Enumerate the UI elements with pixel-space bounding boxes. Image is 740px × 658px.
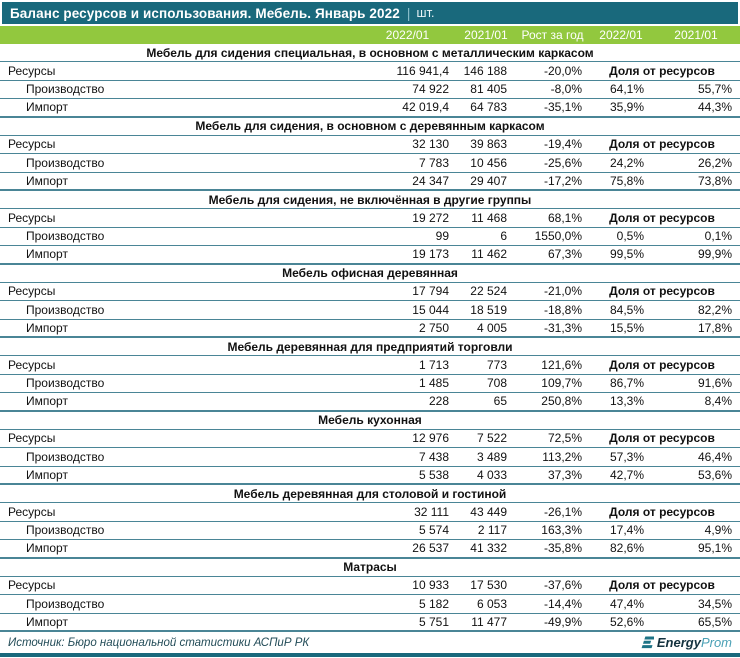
value-cell: -21,0% <box>543 284 582 299</box>
section-title: Мебель деревянная для столовой и гостиной <box>0 485 740 503</box>
value-cell: 13,3% <box>609 394 644 409</box>
share-columns-header: Доля от ресурсов <box>609 578 715 593</box>
value-cell: 2 750 <box>418 320 449 335</box>
table-row <box>0 375 740 394</box>
value-cell: 47,4% <box>609 596 644 611</box>
value-cell: 17,4% <box>609 523 644 538</box>
row-label: Импорт <box>26 247 68 262</box>
value-cell: -35,8% <box>543 541 582 556</box>
value-cell: 74 922 <box>412 82 449 97</box>
value-cell: 2 117 <box>477 523 507 538</box>
table-row <box>0 228 740 247</box>
row-label: Импорт <box>26 394 68 409</box>
title-bar <box>2 2 738 24</box>
value-cell: 8,4% <box>704 394 732 409</box>
row-label: Ресурсы <box>8 431 56 446</box>
column-header-share-2021: 2021/01 <box>674 28 718 42</box>
table-row <box>0 209 740 228</box>
value-cell: 15 044 <box>412 302 449 317</box>
row-label: Ресурсы <box>8 578 56 593</box>
value-cell: 17,8% <box>697 320 732 335</box>
value-cell: 3 489 <box>476 449 507 464</box>
row-label: Производство <box>26 229 105 244</box>
value-cell: 7 438 <box>418 449 449 464</box>
value-cell: 52,6% <box>609 614 644 629</box>
value-cell: 146 188 <box>463 63 507 78</box>
value-cell: 1550,0% <box>534 229 582 244</box>
table-row <box>0 99 740 118</box>
value-cell: 46,4% <box>697 449 732 464</box>
share-columns-header: Доля от ресурсов <box>609 357 715 372</box>
table-row <box>0 448 740 467</box>
value-cell: 99 <box>435 229 449 244</box>
value-cell: 12 976 <box>412 431 449 446</box>
row-label: Производство <box>26 449 105 464</box>
value-cell: 0,1% <box>704 229 732 244</box>
value-cell: 5 538 <box>418 467 449 482</box>
row-label: Производство <box>26 302 105 317</box>
value-cell: 11 462 <box>471 247 507 262</box>
value-cell: 73,8% <box>697 173 732 188</box>
logo-text-prom: Prom <box>700 635 732 650</box>
table-body <box>0 44 740 632</box>
column-header-growth: Рост за год <box>521 28 584 42</box>
value-cell: 39 863 <box>470 137 507 152</box>
column-header-2022: 2022/01 <box>385 28 430 42</box>
section-title: Мебель офисная деревянная <box>0 265 740 283</box>
value-cell: 72,5% <box>547 431 582 446</box>
row-label: Производство <box>26 82 105 97</box>
value-cell: -19,4% <box>543 137 582 152</box>
value-cell: 19 173 <box>412 247 449 262</box>
value-cell: 5 574 <box>418 523 449 538</box>
value-cell: 29 407 <box>470 173 507 188</box>
value-cell: 22 524 <box>470 284 507 299</box>
share-columns-header: Доля от ресурсов <box>609 137 715 152</box>
table-row <box>0 393 740 412</box>
value-cell: 5 182 <box>418 596 449 611</box>
energyprom-icon <box>639 636 654 649</box>
section-title: Матрасы <box>0 559 740 577</box>
value-cell: 82,2% <box>697 302 732 317</box>
row-label: Производство <box>26 376 105 391</box>
value-cell: 10 933 <box>412 578 449 593</box>
value-cell: 11 468 <box>471 210 507 225</box>
table-row <box>0 173 740 192</box>
unit-label: шт. <box>416 6 435 20</box>
value-cell: 91,6% <box>697 376 732 391</box>
value-cell: -14,4% <box>543 596 582 611</box>
value-cell: -8,0% <box>550 82 582 97</box>
share-columns-header: Доля от ресурсов <box>609 504 715 519</box>
page-title: Баланс ресурсов и использования. Мебель. Январь 2022 <box>10 5 400 21</box>
row-label: Ресурсы <box>8 210 56 225</box>
table-row <box>0 62 740 81</box>
value-cell: 7 783 <box>418 155 449 170</box>
value-cell: 42 019,4 <box>402 100 449 115</box>
value-cell: 250,8% <box>541 394 582 409</box>
value-cell: 41 332 <box>470 541 507 556</box>
row-label: Импорт <box>26 320 68 335</box>
value-cell: 17 530 <box>470 578 507 593</box>
value-cell: 7 522 <box>476 431 507 446</box>
table-row <box>0 356 740 375</box>
table-row <box>0 614 740 633</box>
value-cell: 55,7% <box>697 82 732 97</box>
table-row <box>0 430 740 449</box>
value-cell: 26 537 <box>412 541 449 556</box>
energyprom-logo <box>639 635 732 650</box>
value-cell: 17 794 <box>412 284 449 299</box>
row-label: Ресурсы <box>8 357 56 372</box>
footer <box>0 632 740 653</box>
value-cell: 109,7% <box>541 376 582 391</box>
table-row <box>0 81 740 100</box>
column-header-share-2022: 2022/01 <box>599 28 643 42</box>
value-cell: -20,0% <box>543 63 582 78</box>
value-cell: 32 130 <box>412 137 449 152</box>
row-label: Ресурсы <box>8 504 56 519</box>
row-label: Ресурсы <box>8 63 56 78</box>
value-cell: 44,3% <box>697 100 732 115</box>
value-cell: -17,2% <box>543 173 582 188</box>
row-label: Ресурсы <box>8 137 56 152</box>
value-cell: 1 713 <box>418 357 449 372</box>
table-row <box>0 540 740 559</box>
row-label: Ресурсы <box>8 284 56 299</box>
value-cell: 6 053 <box>476 596 507 611</box>
table-row <box>0 577 740 596</box>
value-cell: 4,9% <box>704 523 732 538</box>
value-cell: 113,2% <box>542 449 582 464</box>
value-cell: 42,7% <box>609 467 644 482</box>
value-cell: 86,7% <box>609 376 644 391</box>
value-cell: 4 005 <box>476 320 507 335</box>
value-cell: 19 272 <box>412 210 449 225</box>
row-label: Производство <box>26 155 105 170</box>
value-cell: 65,5% <box>697 614 732 629</box>
row-label: Импорт <box>26 467 68 482</box>
section-title: Мебель для сидения специальная, в основном с металлическим каркасом <box>0 44 740 62</box>
value-cell: 34,5% <box>697 596 732 611</box>
value-cell: -26,1% <box>543 504 582 519</box>
row-label: Производство <box>26 523 105 538</box>
share-columns-header: Доля от ресурсов <box>609 210 715 225</box>
section-title: Мебель деревянная для предприятий торговли <box>0 338 740 356</box>
table-row <box>0 301 740 320</box>
value-cell: -25,6% <box>543 155 582 170</box>
value-cell: 43 449 <box>470 504 507 519</box>
value-cell: 75,8% <box>609 173 644 188</box>
value-cell: 26,2% <box>697 155 732 170</box>
bottom-accent-bar <box>0 653 740 657</box>
value-cell: 121,6% <box>541 357 582 372</box>
value-cell: 84,5% <box>609 302 644 317</box>
share-columns-header: Доля от ресурсов <box>609 431 715 446</box>
value-cell: 228 <box>428 394 449 409</box>
row-label: Импорт <box>26 614 68 629</box>
energyprom-wordmark <box>657 635 732 650</box>
value-cell: 68,1% <box>547 210 582 225</box>
value-cell: 82,6% <box>609 541 644 556</box>
table-row <box>0 154 740 173</box>
value-cell: -49,9% <box>543 614 582 629</box>
value-cell: 32 111 <box>414 504 449 519</box>
section-title: Мебель для сидения, в основном с деревянным каркасом <box>0 118 740 136</box>
value-cell: 35,9% <box>609 100 644 115</box>
value-cell: 24 347 <box>412 173 449 188</box>
value-cell: 15,5% <box>609 320 644 335</box>
value-cell: 53,6% <box>697 467 732 482</box>
value-cell: 95,1% <box>697 541 732 556</box>
value-cell: 0,5% <box>616 229 644 244</box>
value-cell: 163,3% <box>541 523 582 538</box>
value-cell: 708 <box>486 376 507 391</box>
row-label: Импорт <box>26 173 68 188</box>
section-title: Мебель для сидения, не включённая в другие группы <box>0 191 740 209</box>
value-cell: -35,1% <box>543 100 582 115</box>
section-title: Мебель кухонная <box>0 412 740 430</box>
value-cell: 11 477 <box>471 614 507 629</box>
table-row <box>0 283 740 302</box>
table-row <box>0 503 740 522</box>
value-cell: 67,3% <box>547 247 582 262</box>
row-label: Производство <box>26 596 105 611</box>
value-cell: 10 456 <box>470 155 507 170</box>
value-cell: 773 <box>486 357 507 372</box>
value-cell: 81 405 <box>470 82 507 97</box>
value-cell: 99,9% <box>697 247 732 262</box>
value-cell: -31,3% <box>543 320 582 335</box>
table-row <box>0 522 740 541</box>
value-cell: 64,1% <box>609 82 644 97</box>
source-note: Источник: Бюро национальной статистики АСПиР РК <box>8 636 310 649</box>
value-cell: 99,5% <box>609 247 644 262</box>
value-cell: 24,2% <box>609 155 644 170</box>
column-header-row <box>0 26 740 44</box>
value-cell: -18,8% <box>543 302 582 317</box>
value-cell: 57,3% <box>609 449 644 464</box>
share-columns-header: Доля от ресурсов <box>609 284 715 299</box>
value-cell: 4 033 <box>476 467 507 482</box>
value-cell: 37,3% <box>547 467 582 482</box>
row-label: Импорт <box>26 541 68 556</box>
row-label: Импорт <box>26 100 68 115</box>
share-columns-header: Доля от ресурсов <box>609 63 715 78</box>
table-row <box>0 595 740 614</box>
value-cell: 65 <box>493 394 507 409</box>
title-separator: | <box>406 5 411 21</box>
value-cell: 64 783 <box>470 100 507 115</box>
value-cell: -37,6% <box>543 578 582 593</box>
table-row <box>0 246 740 265</box>
table-row <box>0 320 740 339</box>
logo-text-energy: Energy <box>656 635 701 650</box>
value-cell: 18 519 <box>470 302 507 317</box>
column-header-2021: 2021/01 <box>464 28 508 42</box>
value-cell: 6 <box>500 229 507 244</box>
table-row <box>0 467 740 486</box>
value-cell: 1 485 <box>418 376 449 391</box>
value-cell: 5 751 <box>418 614 449 629</box>
table-row <box>0 136 740 155</box>
value-cell: 116 941,4 <box>396 63 449 78</box>
